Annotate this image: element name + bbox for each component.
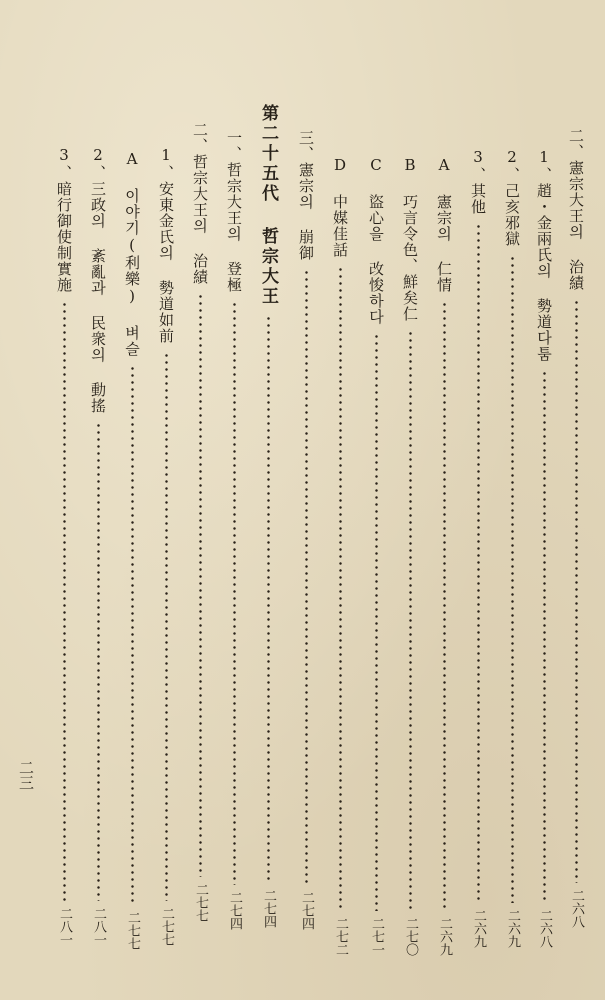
toc-entry-label: 3、暗行御使制實施 [55,146,73,293]
toc-entry-label: A 憲宗의 仁情 [435,156,453,293]
toc-entry-label: B 巧言令色、鮮矣仁 [401,156,419,322]
dot-leader [131,365,134,905]
toc-entry-label: 3、其他 [469,148,487,215]
toc-entry-page: 二七四 [227,891,242,930]
toc-entry-page: 二六九 [505,909,520,948]
toc-entry [120,150,144,950]
toc-entry-page: 二六九 [437,917,452,956]
toc-entry-page: 二七四 [261,889,276,928]
toc-entry [364,156,388,956]
toc-entry [52,146,76,946]
toc-entry-page: 二七四 [299,891,314,930]
toc-entry [564,128,588,928]
toc-entry [532,148,556,948]
toc-entry-page: 二六九 [471,909,486,948]
toc-entry [466,148,490,948]
dot-leader [575,299,578,883]
dot-leader [511,255,514,903]
dot-leader [375,333,378,911]
toc-entry-label: 二、哲宗大王의 治績 [191,122,209,285]
toc-entry-label: 1、安東金氏의 勢道如前 [157,146,175,344]
page-folio-number: 二三 [17,760,35,790]
dot-leader [477,223,480,903]
toc-entry-page: 二七七 [159,907,174,946]
toc-entry-label: 三、憲宗의 崩御 [297,130,315,261]
dot-leader [443,301,446,911]
dot-leader [63,301,66,901]
toc-entry-page: 二七〇 [403,917,418,956]
toc-entry-page: 二七一 [369,917,384,956]
toc-entry-page: 二八一 [91,907,106,946]
toc-entry-label: D 中媒佳話 [331,156,349,258]
toc-entry [432,156,456,956]
toc-entry-label: A 이야기(利樂) 벼슬 [123,150,141,357]
toc-entry [500,148,524,948]
toc-entry [328,156,352,956]
toc-entry-label: 二、憲宗大王의 治績 [567,128,585,291]
toc-entry-page: 二六八 [537,909,552,948]
toc-entry [86,146,110,946]
toc-entry-page: 二七七 [193,883,208,922]
toc-entry [294,130,318,930]
toc-entry [154,146,178,946]
toc-entry-page: 二八一 [57,907,72,946]
toc-entry-label: C 盜心을 改悛하다 [367,156,385,325]
chapter-heading [256,104,280,928]
dot-leader [97,422,100,901]
toc-entry-label: 2、己亥邪獄 [503,148,521,247]
toc-entry-label: 一、哲宗大王의 登極 [225,130,243,293]
toc-entry-label: 1、趙・金兩氏의 勢道다툼 [535,148,553,362]
dot-leader [543,370,546,903]
dot-leader [339,266,342,911]
dot-leader [199,293,202,877]
toc-entry [188,122,212,922]
toc-entry [398,156,422,956]
toc-entry-page: 二七七 [125,911,140,950]
dot-leader [267,315,270,883]
chapter-title: 第二十五代 哲宗大王 [258,104,278,307]
toc-entry-page: 二七二 [333,917,348,956]
toc-entry-page: 二六八 [569,889,584,928]
toc-entry [222,130,246,930]
toc-entry-label: 2、三政의 紊亂과 民衆의 動搖 [89,146,107,414]
dot-leader [305,269,308,885]
dot-leader [233,301,236,885]
dot-leader [409,330,412,911]
dot-leader [165,352,168,901]
